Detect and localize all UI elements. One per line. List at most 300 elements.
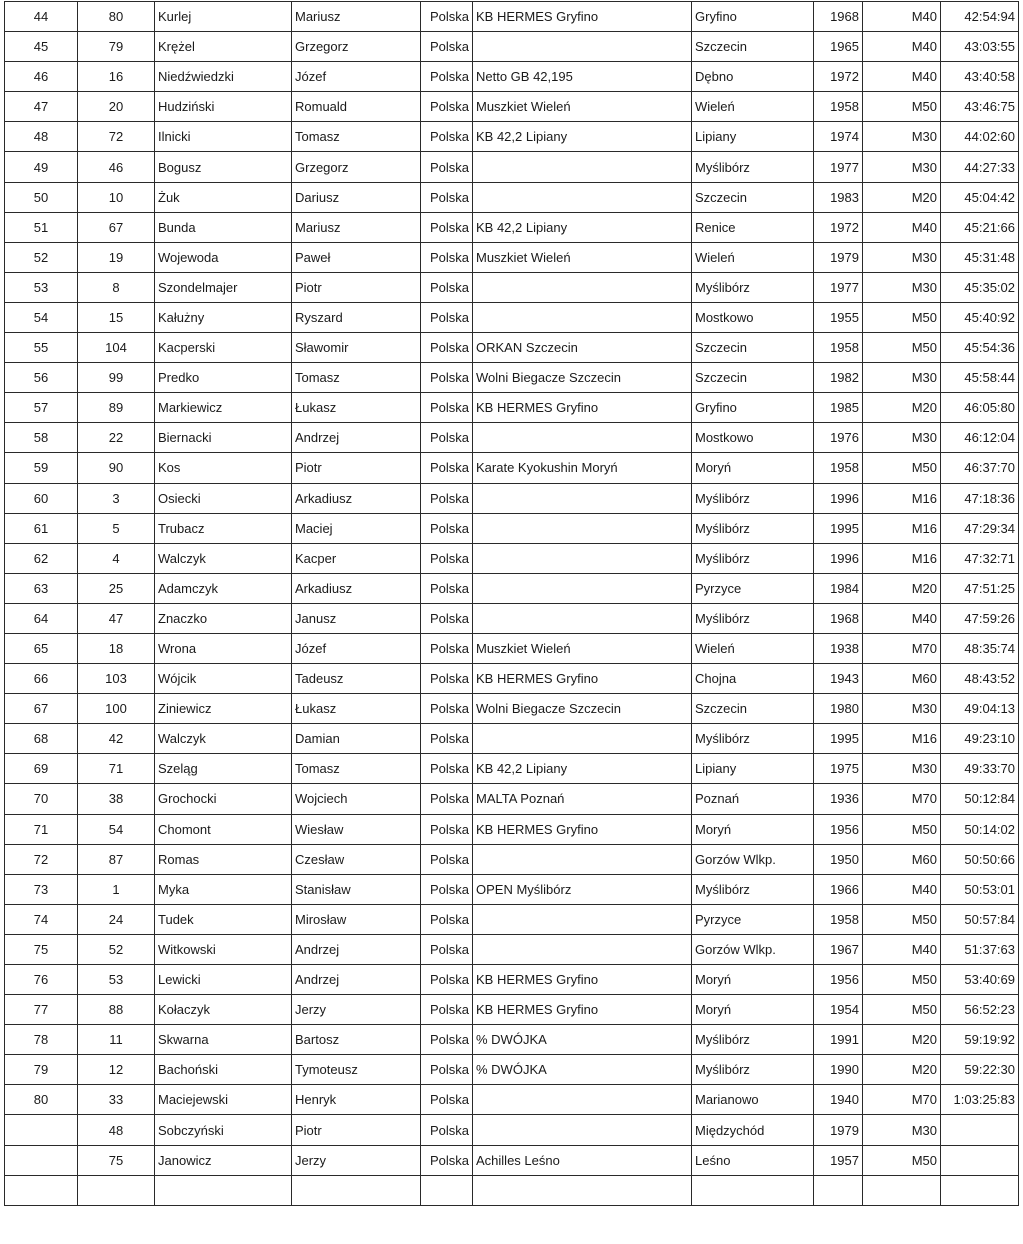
cell-category: M30 (863, 363, 941, 393)
cell-category: M16 (863, 513, 941, 543)
cell-time: 1:03:25:83 (941, 1085, 1019, 1115)
cell-birth-year (814, 1175, 863, 1205)
cell-birth-year: 1996 (814, 483, 863, 513)
cell-city: Wieleń (692, 92, 814, 122)
cell-country: Polska (421, 302, 473, 332)
cell-birth-year: 1950 (814, 844, 863, 874)
table-row (5, 965, 1019, 995)
cell-first-name: Bartosz (292, 1025, 421, 1055)
cell-bib: 87 (78, 844, 155, 874)
cell-bib: 46 (78, 152, 155, 182)
cell-time: 50:53:01 (941, 874, 1019, 904)
cell-city: Myślibórz (692, 874, 814, 904)
table-row (5, 62, 1019, 92)
cell-category: M40 (863, 603, 941, 633)
cell-time: 45:21:66 (941, 212, 1019, 242)
cell-bib: 104 (78, 333, 155, 363)
cell-country: Polska (421, 513, 473, 543)
cell-country: Polska (421, 784, 473, 814)
cell-category: M30 (863, 242, 941, 272)
cell-first-name: Łukasz (292, 393, 421, 423)
cell-place: 80 (5, 1085, 78, 1115)
cell-time: 56:52:23 (941, 995, 1019, 1025)
cell-first-name: Grzegorz (292, 152, 421, 182)
cell-club: Wolni Biegacze Szczecin (473, 363, 692, 393)
cell-time: 46:05:80 (941, 393, 1019, 423)
cell-place (5, 1175, 78, 1205)
cell-city: Myślibórz (692, 272, 814, 302)
cell-first-name: Piotr (292, 1115, 421, 1145)
cell-first-name: Ryszard (292, 302, 421, 332)
cell-surname: Grochocki (155, 784, 292, 814)
cell-city: Myślibórz (692, 543, 814, 573)
cell-city: Moryń (692, 453, 814, 483)
cell-place: 79 (5, 1055, 78, 1085)
cell-city: Szczecin (692, 333, 814, 363)
cell-place: 61 (5, 513, 78, 543)
cell-bib: 79 (78, 32, 155, 62)
table-row (5, 363, 1019, 393)
cell-club (473, 302, 692, 332)
cell-club: MALTA Poznań (473, 784, 692, 814)
cell-time: 48:35:74 (941, 633, 1019, 663)
cell-city: Moryń (692, 814, 814, 844)
cell-city: Szczecin (692, 32, 814, 62)
cell-club (473, 904, 692, 934)
cell-first-name: Sławomir (292, 333, 421, 363)
cell-surname: Maciejewski (155, 1085, 292, 1115)
cell-time: 50:12:84 (941, 784, 1019, 814)
cell-country: Polska (421, 272, 473, 302)
cell-bib: 12 (78, 1055, 155, 1085)
cell-country: Polska (421, 2, 473, 32)
cell-bib: 18 (78, 633, 155, 663)
cell-place: 76 (5, 965, 78, 995)
cell-city: Gryfino (692, 2, 814, 32)
cell-place: 75 (5, 934, 78, 964)
cell-place: 55 (5, 333, 78, 363)
cell-time: 45:54:36 (941, 333, 1019, 363)
cell-city (692, 1175, 814, 1205)
cell-first-name: Grzegorz (292, 32, 421, 62)
cell-place (5, 1115, 78, 1145)
cell-category: M30 (863, 152, 941, 182)
cell-place: 52 (5, 242, 78, 272)
cell-bib: 99 (78, 363, 155, 393)
cell-city: Myślibórz (692, 724, 814, 754)
cell-club: Muszkiet Wieleń (473, 633, 692, 663)
cell-place: 69 (5, 754, 78, 784)
cell-club: % DWÓJKA (473, 1055, 692, 1085)
cell-birth-year: 1979 (814, 242, 863, 272)
cell-bib: 52 (78, 934, 155, 964)
cell-country: Polska (421, 874, 473, 904)
cell-surname: Biernacki (155, 423, 292, 453)
cell-bib: 33 (78, 1085, 155, 1115)
cell-time: 48:43:52 (941, 664, 1019, 694)
cell-birth-year: 1936 (814, 784, 863, 814)
table-row (5, 1025, 1019, 1055)
cell-birth-year: 1974 (814, 122, 863, 152)
cell-country: Polska (421, 62, 473, 92)
table-row (5, 664, 1019, 694)
cell-club (473, 543, 692, 573)
cell-place: 78 (5, 1025, 78, 1055)
cell-surname: Adamczyk (155, 573, 292, 603)
cell-time: 50:50:66 (941, 844, 1019, 874)
cell-time: 45:31:48 (941, 242, 1019, 272)
cell-first-name: Andrzej (292, 965, 421, 995)
cell-city: Chojna (692, 664, 814, 694)
cell-city: Mostkowo (692, 302, 814, 332)
cell-bib: 100 (78, 694, 155, 724)
table-row (5, 1085, 1019, 1115)
cell-surname: Bachoński (155, 1055, 292, 1085)
cell-country: Polska (421, 603, 473, 633)
cell-surname: Niedźwiedzki (155, 62, 292, 92)
cell-surname: Predko (155, 363, 292, 393)
cell-club (473, 724, 692, 754)
cell-category: M60 (863, 844, 941, 874)
cell-city: Międzychód (692, 1115, 814, 1145)
cell-birth-year: 1977 (814, 152, 863, 182)
cell-category: M20 (863, 573, 941, 603)
cell-place: 66 (5, 664, 78, 694)
cell-place: 58 (5, 423, 78, 453)
cell-first-name: Tomasz (292, 754, 421, 784)
table-row (5, 874, 1019, 904)
cell-category: M20 (863, 1025, 941, 1055)
table-row (5, 724, 1019, 754)
cell-club: KB HERMES Gryfino (473, 995, 692, 1025)
cell-club (473, 844, 692, 874)
cell-place: 54 (5, 302, 78, 332)
cell-surname: Znaczko (155, 603, 292, 633)
cell-surname: Walczyk (155, 724, 292, 754)
cell-club (473, 182, 692, 212)
cell-birth-year: 1979 (814, 1115, 863, 1145)
cell-bib: 8 (78, 272, 155, 302)
cell-club (473, 272, 692, 302)
cell-birth-year: 1954 (814, 995, 863, 1025)
cell-birth-year: 1985 (814, 393, 863, 423)
cell-first-name: Tadeusz (292, 664, 421, 694)
cell-time (941, 1145, 1019, 1175)
cell-place: 45 (5, 32, 78, 62)
table-row (5, 694, 1019, 724)
table-row (5, 934, 1019, 964)
cell-country: Polska (421, 393, 473, 423)
cell-time: 46:12:04 (941, 423, 1019, 453)
cell-place: 71 (5, 814, 78, 844)
cell-birth-year: 1968 (814, 2, 863, 32)
cell-birth-year: 1991 (814, 1025, 863, 1055)
table-row (5, 212, 1019, 242)
table-row (5, 844, 1019, 874)
cell-bib: 19 (78, 242, 155, 272)
table-row (5, 453, 1019, 483)
cell-birth-year: 1967 (814, 934, 863, 964)
cell-city: Mostkowo (692, 423, 814, 453)
cell-place: 64 (5, 603, 78, 633)
cell-country: Polska (421, 1115, 473, 1145)
cell-first-name: Wojciech (292, 784, 421, 814)
cell-surname: Kałużny (155, 302, 292, 332)
cell-surname: Hudziński (155, 92, 292, 122)
cell-category: M30 (863, 272, 941, 302)
cell-birth-year: 1966 (814, 874, 863, 904)
cell-birth-year: 1957 (814, 1145, 863, 1175)
cell-surname: Myka (155, 874, 292, 904)
cell-city: Pyrzyce (692, 573, 814, 603)
cell-club (473, 32, 692, 62)
cell-time: 47:59:26 (941, 603, 1019, 633)
cell-first-name: Tomasz (292, 363, 421, 393)
cell-birth-year: 1990 (814, 1055, 863, 1085)
cell-city: Myślibórz (692, 483, 814, 513)
cell-category: M70 (863, 633, 941, 663)
cell-country: Polska (421, 754, 473, 784)
table-row (5, 904, 1019, 934)
cell-country: Polska (421, 1055, 473, 1085)
cell-time: 42:54:94 (941, 2, 1019, 32)
cell-place: 46 (5, 62, 78, 92)
cell-club (473, 1085, 692, 1115)
table-row (5, 152, 1019, 182)
cell-club (473, 1115, 692, 1145)
cell-country: Polska (421, 934, 473, 964)
table-row (5, 1115, 1019, 1145)
cell-surname: Markiewicz (155, 393, 292, 423)
cell-place: 49 (5, 152, 78, 182)
cell-birth-year: 1956 (814, 814, 863, 844)
cell-place: 63 (5, 573, 78, 603)
cell-category: M40 (863, 62, 941, 92)
cell-club: KB 42,2 Lipiany (473, 212, 692, 242)
cell-category: M50 (863, 92, 941, 122)
cell-club: KB HERMES Gryfino (473, 2, 692, 32)
cell-country: Polska (421, 694, 473, 724)
cell-time (941, 1175, 1019, 1205)
cell-first-name: Piotr (292, 453, 421, 483)
cell-country: Polska (421, 904, 473, 934)
cell-place: 67 (5, 694, 78, 724)
cell-place: 53 (5, 272, 78, 302)
cell-category: M50 (863, 1145, 941, 1175)
cell-category: M30 (863, 423, 941, 453)
cell-time: 49:23:10 (941, 724, 1019, 754)
cell-time: 44:27:33 (941, 152, 1019, 182)
cell-category: M20 (863, 182, 941, 212)
cell-category: M20 (863, 393, 941, 423)
cell-time (941, 1115, 1019, 1145)
cell-first-name: Arkadiusz (292, 573, 421, 603)
cell-category: M40 (863, 2, 941, 32)
table-row (5, 423, 1019, 453)
cell-place: 62 (5, 543, 78, 573)
cell-club: KB 42,2 Lipiany (473, 754, 692, 784)
cell-country: Polska (421, 363, 473, 393)
cell-place: 77 (5, 995, 78, 1025)
cell-city: Myślibórz (692, 603, 814, 633)
cell-country: Polska (421, 814, 473, 844)
cell-club: Achilles Leśno (473, 1145, 692, 1175)
cell-country: Polska (421, 633, 473, 663)
cell-club: ORKAN Szczecin (473, 333, 692, 363)
cell-time: 44:02:60 (941, 122, 1019, 152)
cell-club: Karate Kyokushin Moryń (473, 453, 692, 483)
table-row (5, 543, 1019, 573)
cell-city: Myślibórz (692, 513, 814, 543)
cell-time: 45:40:92 (941, 302, 1019, 332)
cell-place: 51 (5, 212, 78, 242)
cell-bib: 47 (78, 603, 155, 633)
cell-country: Polska (421, 333, 473, 363)
table-row (5, 32, 1019, 62)
cell-surname: Kołaczyk (155, 995, 292, 1025)
cell-bib: 15 (78, 302, 155, 332)
cell-country: Polska (421, 1085, 473, 1115)
cell-bib (78, 1175, 155, 1205)
cell-birth-year: 1968 (814, 603, 863, 633)
cell-category: M50 (863, 453, 941, 483)
cell-place (5, 1145, 78, 1175)
cell-category: M30 (863, 754, 941, 784)
cell-first-name: Andrzej (292, 934, 421, 964)
cell-bib: 89 (78, 393, 155, 423)
cell-bib: 42 (78, 724, 155, 754)
cell-club (473, 152, 692, 182)
cell-surname: Janowicz (155, 1145, 292, 1175)
cell-category: M50 (863, 965, 941, 995)
cell-birth-year: 1995 (814, 724, 863, 754)
cell-time: 49:04:13 (941, 694, 1019, 724)
cell-country: Polska (421, 152, 473, 182)
cell-bib: 48 (78, 1115, 155, 1145)
cell-category: M40 (863, 32, 941, 62)
cell-category: M50 (863, 995, 941, 1025)
cell-country: Polska (421, 242, 473, 272)
cell-bib: 22 (78, 423, 155, 453)
cell-first-name (292, 1175, 421, 1205)
cell-time: 46:37:70 (941, 453, 1019, 483)
cell-first-name: Józef (292, 62, 421, 92)
cell-club: KB HERMES Gryfino (473, 664, 692, 694)
cell-club: Muszkiet Wieleń (473, 92, 692, 122)
table-row (5, 272, 1019, 302)
cell-birth-year: 1996 (814, 543, 863, 573)
cell-category: M60 (863, 664, 941, 694)
cell-birth-year: 1984 (814, 573, 863, 603)
cell-country: Polska (421, 664, 473, 694)
table-row (5, 182, 1019, 212)
cell-city: Pyrzyce (692, 904, 814, 934)
cell-first-name: Wiesław (292, 814, 421, 844)
cell-category: M40 (863, 874, 941, 904)
cell-category: M50 (863, 302, 941, 332)
cell-category: M70 (863, 784, 941, 814)
table-row (5, 1175, 1019, 1205)
cell-city: Renice (692, 212, 814, 242)
cell-first-name: Józef (292, 633, 421, 663)
table-row (5, 122, 1019, 152)
cell-surname: Kurlej (155, 2, 292, 32)
cell-surname: Bogusz (155, 152, 292, 182)
cell-country: Polska (421, 212, 473, 242)
cell-category: M16 (863, 483, 941, 513)
cell-first-name: Janusz (292, 603, 421, 633)
cell-country: Polska (421, 483, 473, 513)
cell-first-name: Jerzy (292, 995, 421, 1025)
table-row (5, 2, 1019, 32)
cell-birth-year: 1975 (814, 754, 863, 784)
cell-place: 74 (5, 904, 78, 934)
table-row (5, 603, 1019, 633)
cell-place: 47 (5, 92, 78, 122)
table-row (5, 92, 1019, 122)
cell-place: 59 (5, 453, 78, 483)
cell-city: Szczecin (692, 182, 814, 212)
cell-club (473, 483, 692, 513)
cell-bib: 20 (78, 92, 155, 122)
cell-birth-year: 1958 (814, 904, 863, 934)
cell-birth-year: 1956 (814, 965, 863, 995)
cell-time: 45:58:44 (941, 363, 1019, 393)
cell-club (473, 513, 692, 543)
cell-place: 72 (5, 844, 78, 874)
cell-city: Marianowo (692, 1085, 814, 1115)
cell-surname: Osiecki (155, 483, 292, 513)
cell-category: M30 (863, 694, 941, 724)
cell-category: M40 (863, 934, 941, 964)
cell-bib: 88 (78, 995, 155, 1025)
cell-time: 47:29:34 (941, 513, 1019, 543)
cell-city: Szczecin (692, 363, 814, 393)
cell-bib: 53 (78, 965, 155, 995)
cell-place: 65 (5, 633, 78, 663)
cell-surname: Krężel (155, 32, 292, 62)
cell-first-name: Arkadiusz (292, 483, 421, 513)
cell-city: Myślibórz (692, 152, 814, 182)
cell-surname: Tudek (155, 904, 292, 934)
cell-time: 59:22:30 (941, 1055, 1019, 1085)
cell-surname: Szeląg (155, 754, 292, 784)
cell-surname: Wojewoda (155, 242, 292, 272)
cell-city: Szczecin (692, 694, 814, 724)
cell-first-name: Stanisław (292, 874, 421, 904)
table-row (5, 1055, 1019, 1085)
cell-first-name: Piotr (292, 272, 421, 302)
cell-country: Polska (421, 92, 473, 122)
cell-place: 73 (5, 874, 78, 904)
cell-surname: Kos (155, 453, 292, 483)
cell-country: Polska (421, 573, 473, 603)
cell-birth-year: 1940 (814, 1085, 863, 1115)
cell-club (473, 573, 692, 603)
cell-place: 56 (5, 363, 78, 393)
cell-category (863, 1175, 941, 1205)
cell-club: KB HERMES Gryfino (473, 814, 692, 844)
cell-surname: Romas (155, 844, 292, 874)
cell-time: 49:33:70 (941, 754, 1019, 784)
cell-club (473, 1175, 692, 1205)
table-row (5, 1145, 1019, 1175)
cell-first-name: Henryk (292, 1085, 421, 1115)
cell-country: Polska (421, 995, 473, 1025)
cell-city: Poznań (692, 784, 814, 814)
cell-surname: Trubacz (155, 513, 292, 543)
cell-birth-year: 1972 (814, 212, 863, 242)
